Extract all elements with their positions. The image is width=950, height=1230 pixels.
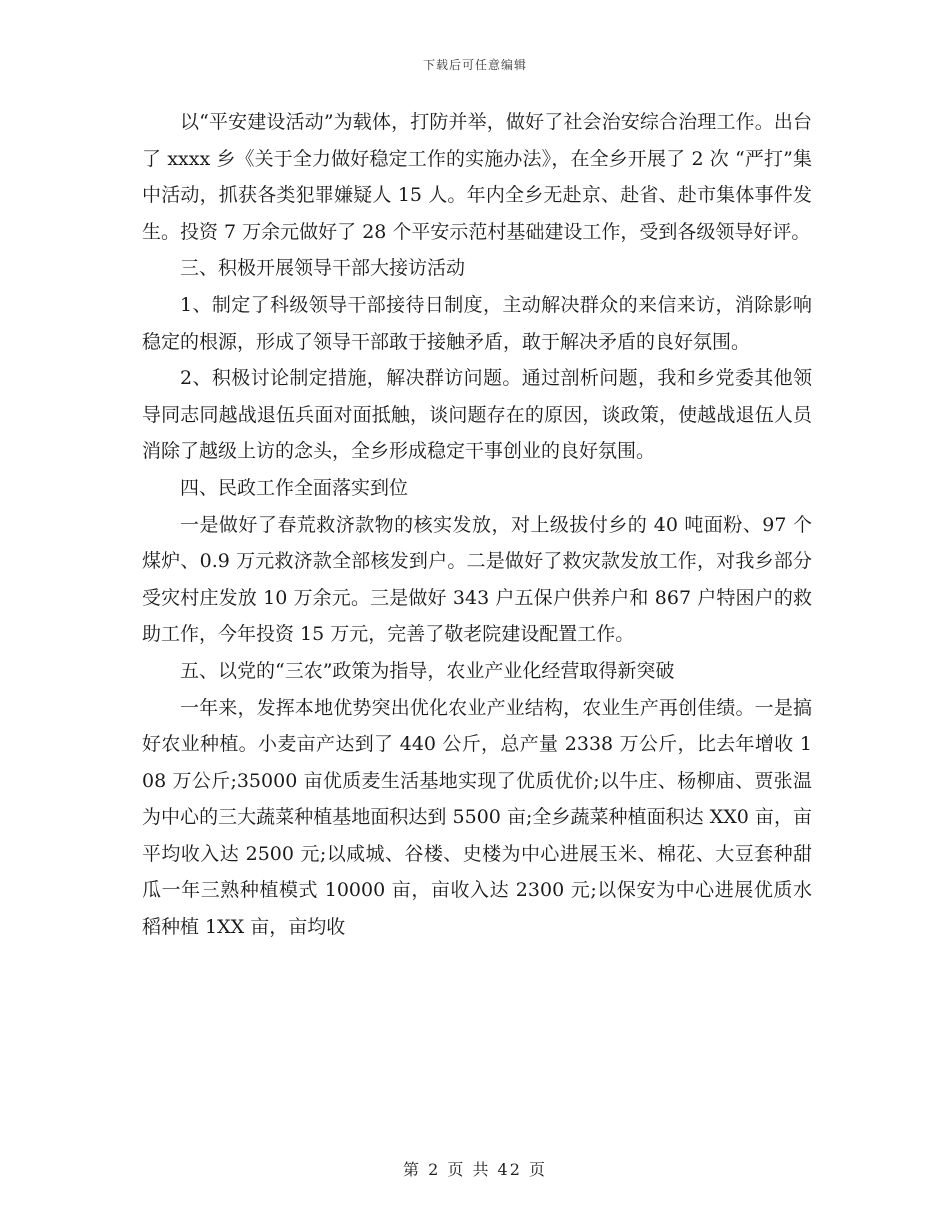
section-heading-3: 三、积极开展领导干部大接访活动 — [180, 257, 466, 280]
section-heading-4: 四、民政工作全面落实到位 — [180, 476, 409, 499]
paragraph-reception-system: 1、制定了科级领导干部接待日制度，主动解决群众的来信来访，消除影响稳定的根源，形成了领导干部敢于接触矛盾，敢于解决矛盾的良好氛围。 — [142, 293, 812, 353]
section-heading-5: 五、以党的“三农”政策为指导，农业产业化经营取得新突破 — [180, 659, 675, 682]
document-body — [142, 104, 812, 946]
paragraph-safety-campaign: 以“平安建设活动”为载体，打防并举，做好了社会治安综合治理工作。出台了 xxxx 乡《关于全力做好稳定工作的实施办法》，在全乡开展了 2 次 “严打”集中活动，抓获各类犯罪嫌疑人 15 人。年内全乡无赴京、赴省、赴市集体事件发生。投资 7 万余元做好了 28 个平安示范村基础建设工作，受到各级领导好评。 — [142, 111, 812, 243]
page-number-footer: 第 2 页 共 42 页 — [403, 1160, 547, 1179]
paragraph-civil-affairs: 一是做好了春荒救济款物的核实发放，对上级拔付乡的 40 吨面粉、97 个煤炉、0.9 万元救济款全部核发到户。二是做好了救灾款发放工作，对我乡部分受灾村庄发放 10 万余元。三是做好 343 户五保户供养户和 867 户特困户的救助工作，今年投资 15 万元，完善了敬老院建设配置工作。 — [142, 513, 812, 646]
paragraph-agriculture: 一年来，发挥本地优势突出优化农业产业结构，农业生产再创佳绩。一是搞好农业种植。小麦亩产达到了 440 公斤，总产量 2338 万公斤，比去年增收 108 万公斤;35000 亩优质麦生活基地实现了优质优价;以牛庄、杨柳庙、贾张温为中心的三大蔬菜种植基地面积达到 5500 亩;全乡蔬菜种植面积达 XX0 亩，亩平均收入达 2500 元;以咸城、谷楼、史楼为中心进展玉米、棉花、大豆套种甜瓜一年三熟种植模式 10000 亩，亩收入达 2300 元;以保安为中心进展优质水稻种植 1XX 亩，亩均收 — [142, 696, 812, 939]
page-header: 下载后可任意编辑 — [422, 58, 527, 72]
paragraph-group-petitions: 2、积极讨论制定措施，解决群访问题。通过剖析问题，我和乡党委其他领导同志同越战退伍兵面对面抵触，谈问题存在的原因，谈政策，使越战退伍人员消除了越级上访的念头，全乡形成稳定干事创业的良好氛围。 — [142, 367, 812, 463]
